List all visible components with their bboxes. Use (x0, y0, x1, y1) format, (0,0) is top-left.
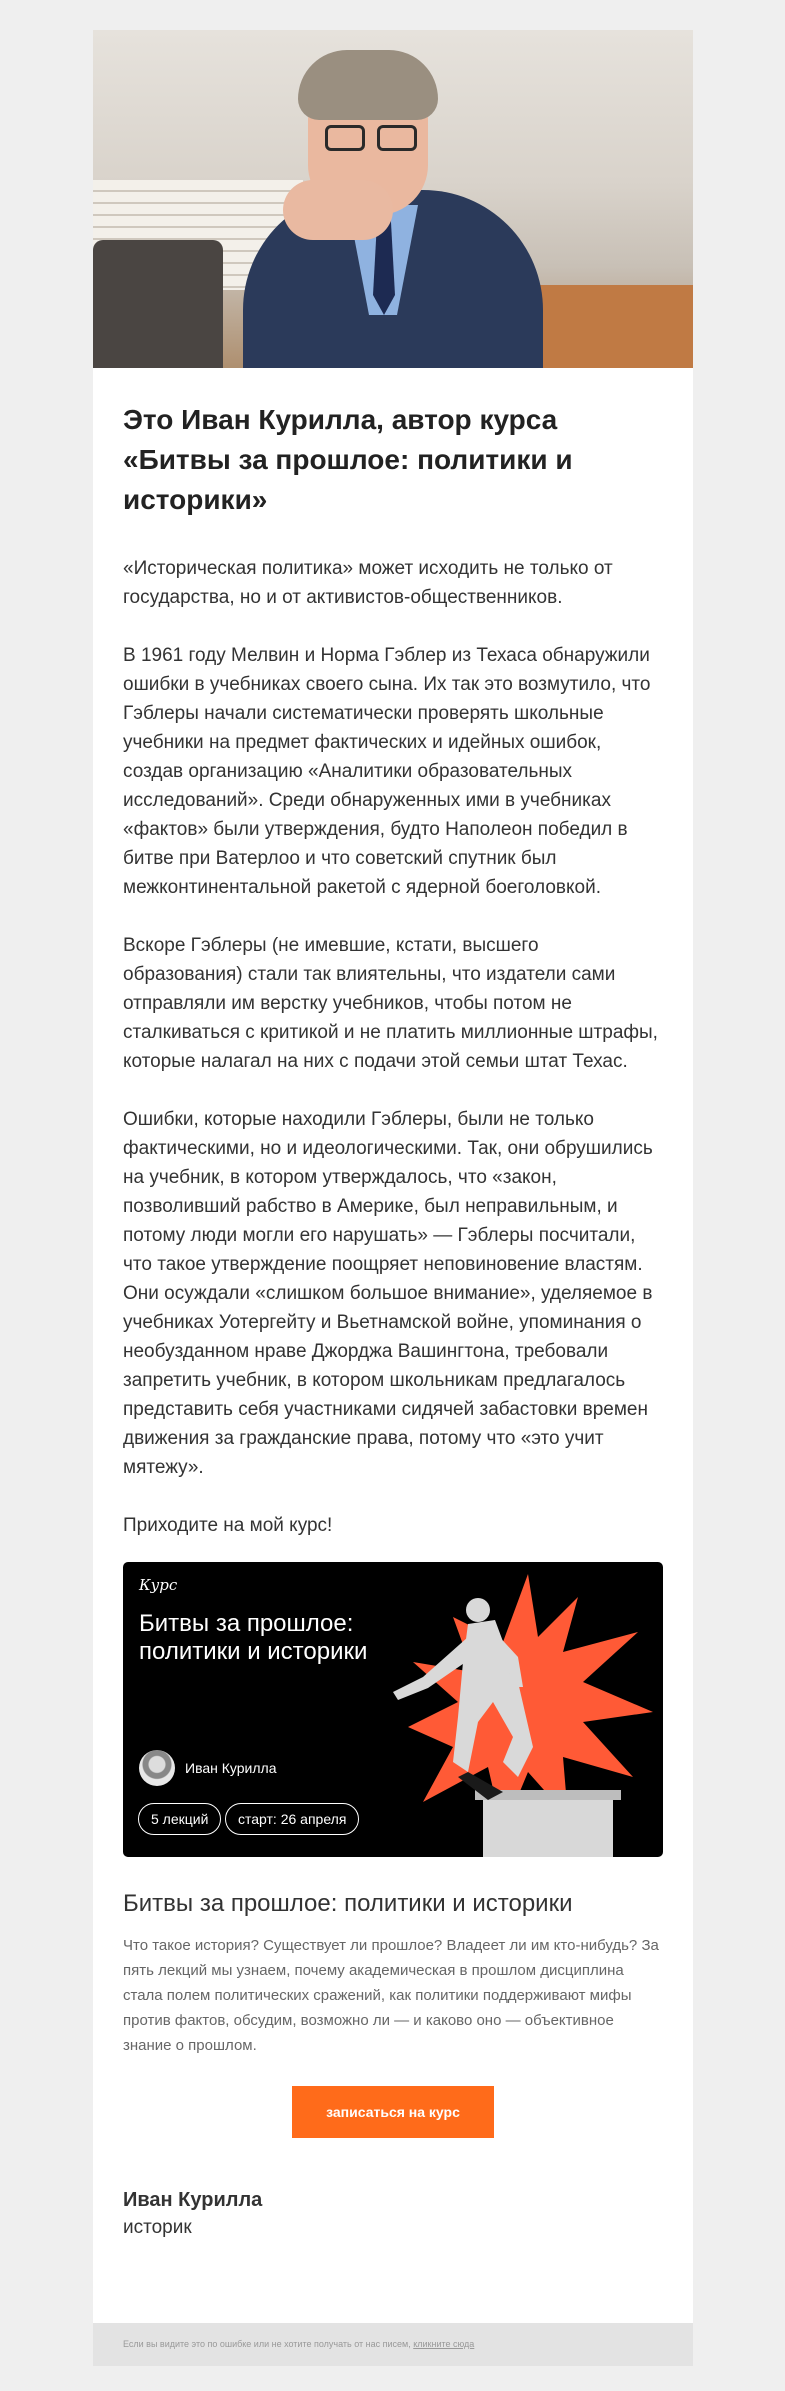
banner-title: Битвы за прошлое: политики и историки (139, 1610, 368, 1665)
chair-decor (93, 240, 223, 368)
enroll-button[interactable]: записаться на курс (292, 2086, 494, 2138)
banner-author: Иван Курилла (185, 1760, 277, 1776)
photo-glasses (325, 125, 425, 153)
author-photo (93, 30, 693, 368)
course-banner[interactable] (123, 1562, 663, 1857)
paragraph-invite: Приходите на мой курс! (123, 1515, 333, 1536)
unsubscribe-link[interactable]: кликните сюда (413, 2339, 475, 2349)
photo-hands (283, 180, 393, 240)
author-avatar (139, 1750, 175, 1786)
signature-name: Иван Курилла (123, 2189, 263, 2211)
email-footer (93, 2323, 693, 2366)
lectures-badge: 5 лекций (138, 1803, 221, 1835)
course-description: Что такое история? Существует ли прошлое? Владеет ли им кто-нибудь? За пять лекций мы узнаем, почему академическая в прошлом дисциплина стала полем политических сражений, как политики поддерживают мифы против фактов, обсудим, возможно ли — и каково оно — объективное знание о прошлом. (123, 1937, 659, 2054)
paragraph-ideology: Ошибки, которые находили Гэблеры, были не только фактическими, но и идеологическими. Так, они обрушились на учебник, в котором утверждалось, что «закон, позволивший рабство в Америке, был неправильным, и потому люди могли его нарушать» — Гэблеры посчитали, что такое утверждение поощряет неповиновение властям. Они осуждали «слишком большое внимание», уделяемое в учебниках Уотергейту и Вьетнамской войне, упоминания о необузданном нраве Джорджа Вашингтона, требовали запретить учебник, в котором школьникам предлагалось представить себя участниками сидячей забастовки времен движения за гражданские права, потому что «это учит мятежу». (123, 1109, 653, 1478)
banner-brand: Курс (139, 1576, 178, 1594)
paragraph-intro: «Историческая политика» может исходить не только от государства, но и от активистов-общественников. (123, 558, 613, 608)
footer-text: Если вы видите это по ошибке или не хотите получать от нас писем, (123, 2339, 414, 2349)
page-title: Это Иван Курилла, автор курса «Битвы за прошлое: политики и историки» (123, 404, 573, 515)
start-date-badge: старт: 26 апреля (225, 1803, 359, 1835)
course-title: Битвы за прошлое: политики и историки (123, 1890, 573, 1917)
email-container (93, 30, 693, 2366)
photo-hair (298, 50, 438, 120)
email-body (93, 368, 693, 2242)
paragraph-influence: Вскоре Гэблеры (не имевшие, кстати, высшего образования) стали так влиятельны, что издатели сами отправляли им верстку учебников, чтобы потом не сталкиваться с критикой и не платить миллионные штрафы, которые налагал на них с подачи этой семьи штат Техас. (123, 935, 658, 1072)
paragraph-gablers: В 1961 году Мелвин и Норма Гэблер из Техаса обнаружили ошибки в учебниках своего сына. Их так это возмутило, что Гэблеры начали систематически проверять школьные учебники на предмет фактических и идейных ошибок, создав организацию «Аналитики образовательных исследований». Среди обнаруженных ими в учебниках «фактов» были утверждения, будто Наполеон победил в битве при Ватерлоо и что советский спутник был межконтинентальной ракетой с ядерной боеголовкой. (123, 645, 651, 898)
signature-role: историк (123, 2217, 192, 2238)
